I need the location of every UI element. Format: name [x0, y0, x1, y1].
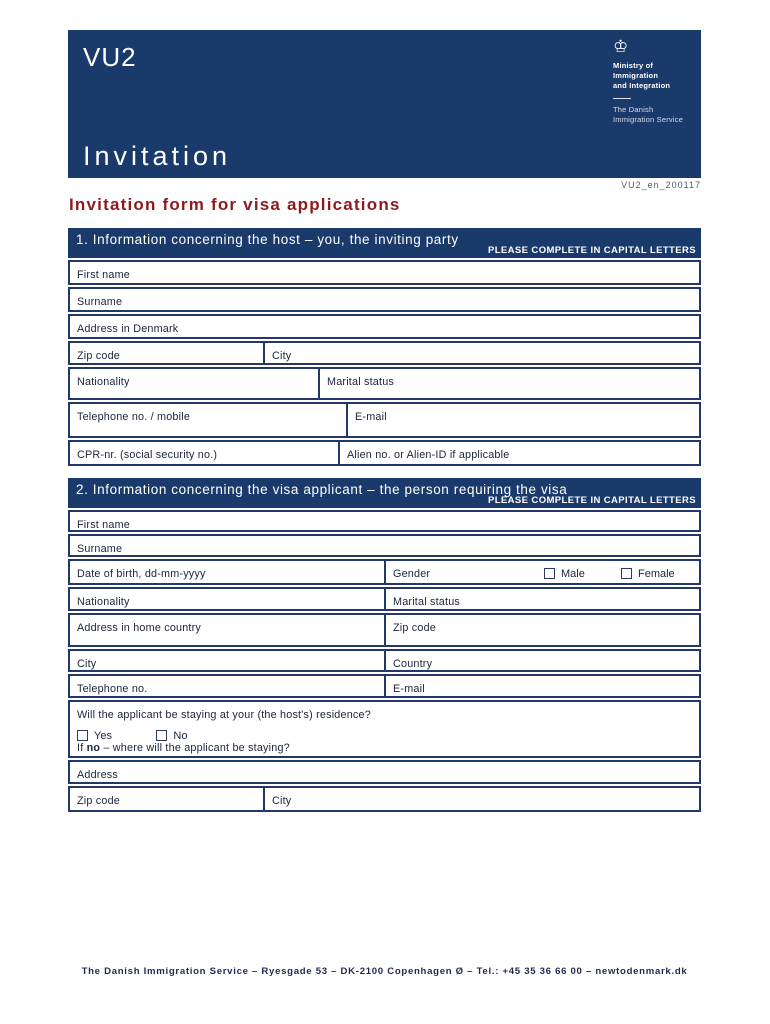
row-host-phone-email: [68, 402, 701, 438]
row-applicant-dob-gender: [68, 559, 701, 585]
female-label: Female: [638, 568, 675, 580]
gender-female-option: [621, 568, 675, 580]
applicant-marital-label: Marital status: [393, 596, 461, 608]
section1-title: 1. Information concerning the host – you, the inviting party: [76, 232, 459, 247]
applicant-surname-label: Surname: [77, 543, 123, 555]
host-marital-label: Marital status: [327, 376, 395, 388]
field-staying-zip-code[interactable]: [68, 786, 265, 812]
host-surname-label: Surname: [77, 296, 123, 308]
field-staying-question: [68, 700, 701, 758]
applicant-email-label: E-mail: [393, 683, 425, 695]
staying-no-option: [156, 730, 187, 742]
no-label: No: [173, 730, 188, 742]
host-zip-label: Zip code: [77, 350, 121, 362]
applicant-nationality-label: Nationality: [77, 596, 130, 608]
host-email-label: E-mail: [355, 411, 387, 423]
row-applicant-phone-email: [68, 674, 701, 698]
staying-city-label: City: [272, 795, 292, 807]
field-applicant-country[interactable]: [384, 649, 701, 672]
applicant-zip-label: Zip code: [393, 622, 437, 634]
form-masthead: [68, 30, 701, 178]
field-applicant-surname[interactable]: [68, 534, 701, 557]
section1-header-bar: [68, 228, 701, 258]
host-telephone-label: Telephone no. / mobile: [77, 411, 191, 423]
field-host-zip-code[interactable]: [68, 341, 265, 365]
row-host-nationality-marital: [68, 367, 701, 400]
section-applicant-information: [68, 478, 701, 814]
logo-divider: [613, 98, 631, 99]
applicant-country-label: Country: [393, 658, 433, 670]
section-host-information: [68, 228, 701, 468]
section2-header-bar: [68, 478, 701, 508]
form-code: VU2: [83, 42, 137, 72]
field-host-address-denmark[interactable]: [68, 314, 701, 339]
row-staying-zip-city: [68, 786, 701, 812]
field-applicant-city[interactable]: [68, 649, 386, 672]
capital-letters-note: PLEASE COMPLETE IN CAPITAL LETTERS: [487, 495, 696, 506]
ministry-name: Ministry of Immigration and Integration: [613, 60, 671, 90]
ministry-logo: [613, 38, 697, 125]
if-no-question: If no – where will the applicant be staying?: [77, 742, 290, 754]
row-staying-question: [68, 700, 701, 758]
applicant-home-address-label: Address in home country: [77, 622, 202, 634]
field-host-first-name[interactable]: [68, 260, 701, 285]
field-host-marital-status[interactable]: [318, 367, 701, 400]
danish-crown-icon: ♔: [613, 37, 629, 56]
row-host-zip-city: [68, 341, 701, 365]
host-nationality-label: Nationality: [77, 376, 130, 388]
host-cpr-label: CPR-nr. (social security no.): [77, 449, 218, 461]
female-checkbox[interactable]: [621, 568, 632, 579]
form-title: Invitation: [83, 141, 232, 171]
field-applicant-zip-code[interactable]: [384, 613, 701, 647]
row-host-first-name: [68, 260, 701, 285]
field-staying-address[interactable]: [68, 760, 701, 784]
field-host-nationality[interactable]: [68, 367, 320, 400]
row-applicant-first-name: [68, 510, 701, 532]
applicant-first-name-label: First name: [77, 519, 130, 531]
staying-zip-label: Zip code: [77, 795, 121, 807]
field-host-email[interactable]: [346, 402, 701, 438]
field-staying-city[interactable]: [263, 786, 701, 812]
staying-question-label: Will the applicant be staying at your (the host's) residence?: [77, 709, 371, 721]
form-version-code: VU2_en_200117: [621, 180, 701, 190]
field-host-telephone[interactable]: [68, 402, 348, 438]
row-host-address: [68, 314, 701, 339]
field-applicant-first-name[interactable]: [68, 510, 701, 532]
applicant-gender-label: Gender: [393, 568, 431, 580]
staying-yes-option: [77, 730, 112, 742]
page-title: Invitation form for visa applications: [69, 195, 401, 214]
row-applicant-surname: [68, 534, 701, 557]
capital-letters-note: PLEASE COMPLETE IN CAPITAL LETTERS: [487, 245, 696, 256]
applicant-telephone-label: Telephone no.: [77, 683, 148, 695]
field-applicant-marital-status[interactable]: [384, 587, 701, 611]
host-alien-label: Alien no. or Alien-ID if applicable: [347, 449, 510, 461]
host-city-label: City: [272, 350, 292, 362]
male-label: Male: [561, 568, 585, 580]
field-applicant-email[interactable]: [384, 674, 701, 698]
gender-male-option: [544, 568, 585, 580]
field-host-surname[interactable]: [68, 287, 701, 312]
no-checkbox[interactable]: [156, 730, 167, 741]
field-applicant-dob[interactable]: [68, 559, 386, 585]
field-applicant-home-address[interactable]: [68, 613, 386, 647]
male-checkbox[interactable]: [544, 568, 555, 579]
host-first-name-label: First name: [77, 269, 130, 281]
row-host-surname: [68, 287, 701, 312]
field-applicant-nationality[interactable]: [68, 587, 386, 611]
applicant-dob-label: Date of birth, dd-mm-yyyy: [77, 568, 206, 580]
field-host-city[interactable]: [263, 341, 701, 365]
row-host-cpr-alien: [68, 440, 701, 466]
agency-name: The Danish Immigration Service: [613, 105, 684, 125]
yes-checkbox[interactable]: [77, 730, 88, 741]
field-applicant-telephone[interactable]: [68, 674, 386, 698]
row-applicant-city-country: [68, 649, 701, 672]
field-host-cpr[interactable]: [68, 440, 340, 466]
footer-contact-line: The Danish Immigration Service – Ryesgade 53 – DK-2100 Copenhagen Ø – Tel.: +45 35 36 66 00 – newtodenmark.dk: [81, 966, 688, 977]
staying-address-label: Address: [77, 769, 119, 781]
section2-title: 2. Information concerning the visa applicant – the person requiring the visa: [76, 482, 568, 497]
applicant-city-label: City: [77, 658, 97, 670]
row-applicant-nationality-marital: [68, 587, 701, 611]
field-applicant-gender: [384, 559, 701, 585]
yes-label: Yes: [94, 730, 112, 742]
row-applicant-home-address-zip: [68, 613, 701, 647]
row-staying-address: [68, 760, 701, 784]
host-address-label: Address in Denmark: [77, 323, 179, 335]
field-host-alien-no[interactable]: [338, 440, 701, 466]
